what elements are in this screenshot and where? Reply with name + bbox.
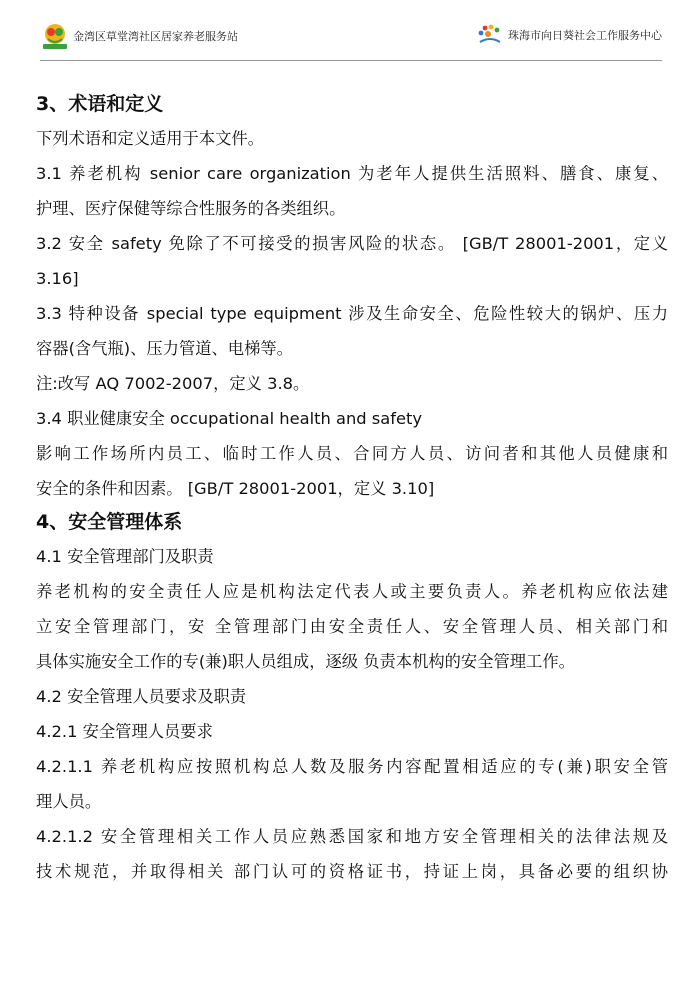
subsection-4-2: 4.2 安全管理人员要求及职责 [36,687,247,706]
document-body [36,88,668,889]
term-3-4-title: 3.4 职业健康安全 occupational health and safety [36,409,423,428]
header-org-right: 珠海市向日葵社会工作服务中心 [508,29,662,42]
para-4-1-line-2: 立安全管理部门，安 全管理部门由安全责任人、安全管理人员、相关部门和 [36,617,668,636]
term-3-2-line-1: 3.2 安全 safety 免除了不可接受的损害风险的状态。 [GB/T 28001-2001，定义 [36,234,668,253]
senior-care-logo-icon [40,22,70,50]
term-3-3-line-1: 3.3 特种设备 special type equipment 涉及生命安全、危险性较大的锅炉、压力 [36,304,668,323]
header-org-left: 金湾区草堂湾社区居家养老服务站 [73,30,238,43]
subsection-4-2-1: 4.2.1 安全管理人员要求 [36,722,213,741]
header-right [476,24,662,46]
header-divider [40,60,662,61]
term-3-2-line-2: 3.16] [36,269,79,288]
clause-4-2-1-2-line-2: 技术规范，并取得相关 部门认可的资格证书，持证上岗，具备必要的组织协 [36,862,668,881]
term-3-3-line-2: 容器(含气瓶)、压力管道、电梯等。 [36,339,293,358]
term-3-4-line-1: 影响工作场所内员工、临时工作人员、合同方人员、访问者和其他人员健康和 [36,444,668,463]
term-3-1-line-2: 护理、医疗保健等综合性服务的各类组织。 [36,199,346,218]
para-4-1-line-1: 养老机构的安全责任人应是机构法定代表人或主要负责人。养老机构应依法建 [36,582,668,601]
subsection-4-1: 4.1 安全管理部门及职责 [36,547,214,566]
clause-4-2-1-1-line-2: 理人员。 [36,792,102,811]
section-heading-3: 3、术语和定义 [36,93,164,115]
term-3-1-line-1: 3.1 养老机构 senior care organization 为老年人提供生活照料、膳食、康复、 [36,164,668,183]
term-3-4-line-2: 安全的条件和因素。 [GB/T 28001-2001，定义 3.10] [36,479,435,498]
clause-4-2-1-2-line-1: 4.2.1.2 安全管理相关工作人员应熟悉国家和地方安全管理相关的法律法规及 [36,827,668,846]
note-3-3: 注:改写 AQ 7002-2007，定义 3.8。 [36,374,310,393]
section-heading-4: 4、安全管理体系 [36,511,183,533]
sunflower-logo-icon [476,24,504,46]
page-header [0,0,700,60]
clause-4-2-1-1-line-1: 4.2.1.1 养老机构应按照机构总人数及服务内容配置相适应的专(兼)职安全管 [36,757,668,776]
para-4-1-line-3: 具体实施安全工作的专(兼)职人员组成，逐级 负责本机构的安全管理工作。 [36,652,575,671]
paragraph-intro: 下列术语和定义适用于本文件。 [36,129,264,148]
header-left [40,22,238,50]
